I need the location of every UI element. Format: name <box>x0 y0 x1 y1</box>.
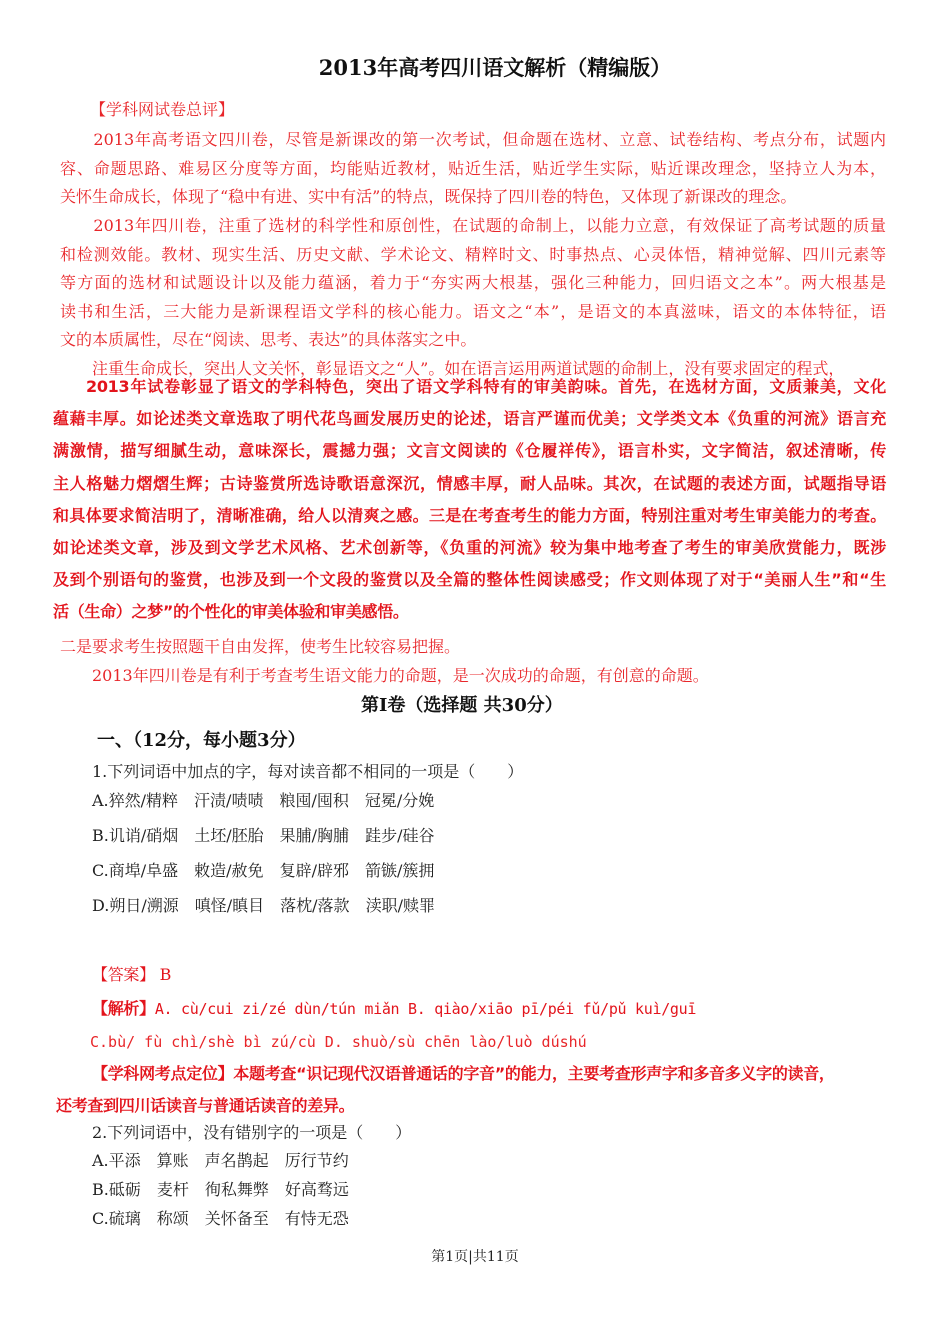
text-line: 和检测效能。教材、现实生活、历史文献、学术论文、精粹时文、时事热点、心灵体悟，精神觉解、四川元素等 <box>60 244 886 264</box>
option-item: 称颂 <box>156 1209 189 1228</box>
option-item: 箭镞/簇拥 <box>364 861 435 880</box>
option-item: 果脯/胸脯 <box>279 826 350 845</box>
option-row <box>92 1209 365 1229</box>
analysis-pinyin: A. cù/cui zi/zé dùn/tún miǎn B. qiào/xiāo pī/péi fǔ/pǔ kuì/guī <box>154 1000 697 1018</box>
text-line: 关怀生命成长，体现了“稳中有进、实中有活”的特点，既保持了四川卷的特色，又体现了新课改的理念。 <box>60 187 797 206</box>
text-line: 及到个别语句的鉴赏，也涉及到一个文段的鉴赏以及全篇的整体性阅读感受；作文则体现了对于“美丽人生”和“生 <box>53 570 886 590</box>
text-line: 蕴藉丰厚。如论述类文章选取了明代花鸟画发展历史的论述，语言严谨而优美；文学类文本《负重的河流》语言充 <box>53 409 886 429</box>
answer: 【答案】 B <box>92 965 172 984</box>
option-item: 算账 <box>156 1151 189 1170</box>
option-item: 徇私舞弊 <box>204 1180 269 1199</box>
option-item: 土坯/胚胎 <box>194 826 264 845</box>
option-row <box>92 791 450 811</box>
option-row <box>92 1151 365 1171</box>
option-item: 跬步/硅谷 <box>365 826 435 845</box>
option-item: 声名鹊起 <box>204 1151 269 1170</box>
text-line: 主人格魅力熠熠生辉；古诗鉴赏所选诗歌语意深沉，情感丰厚，耐人品味。其次，在试题的表述方面，试题指导语 <box>53 473 886 493</box>
text-line: 2013年四川卷，注重了选材的科学性和原创性，在试题的命制上，以能力立意，有效保证了高考试题的质量 <box>60 216 886 235</box>
option-item: 敕造/赦免 <box>194 861 264 880</box>
text-line: 满激情，描写细腻生动，意味深长，震撼力强；文言文阅读的《仓履祥传》，语言朴实，文字简洁，叙述清晰，传 <box>53 441 886 461</box>
option-item: 好高骛远 <box>284 1180 349 1199</box>
option-item: 嗔怪/瞋目 <box>194 896 265 915</box>
text-line: 如论述类文章，涉及到文学艺术风格、艺术创新等，《负重的河流》较为集中地考查了考生的审美欣赏能力，既涉 <box>53 538 886 557</box>
text-line: 读书和生活，三大能力是新课程语文学科的核心能力。语文之“本”，是语文的本真滋味，语文的本体特征，语 <box>60 301 886 321</box>
option-item: 关怀备至 <box>204 1209 269 1228</box>
option-item: C.商埠/阜盛 <box>92 861 179 880</box>
analysis <box>92 999 696 1019</box>
option-row <box>92 896 451 916</box>
option-item: 渎职/赎罪 <box>365 896 435 915</box>
option-item: 冠冕/分娩 <box>364 791 435 810</box>
option-item: A.猝然/精粹 <box>92 791 179 810</box>
text-line: 2013年高考语文四川卷，尽管是新课改的第一次考试，但命题在选材、立意、试卷结构、考点分布，试题内 <box>60 130 886 149</box>
review-header: 【学科网试卷总评】 <box>90 100 235 119</box>
text-line: 活（生命）之梦”的个性化的审美体验和审美感悟。 <box>53 602 409 622</box>
analysis-pinyin: C.bù/ fù chì/shè bì zú/cù D. shuò/sù chēn lào/luò dúshú <box>90 1033 587 1051</box>
text-line: 等方面的选材和试题设计以及能力蕴涵，着力于“夯实两大根基，强化三种能力，回归语文之本”。两大根基是 <box>60 273 886 292</box>
option-item: 麦杆 <box>156 1180 189 1199</box>
option-item: 有恃无恐 <box>284 1209 349 1228</box>
page-footer: 第1页|共11页 <box>431 1249 519 1265</box>
option-item: C.硫璃 <box>92 1209 141 1228</box>
text-line: 容、命题思路、难易区分度等方面，均能贴近教材，贴近生活，贴近学生实际，贴近课改理念，坚持立人为本， <box>60 158 886 178</box>
option-item: D.朔日/溯源 <box>92 896 179 915</box>
part-title: 一、（12分，每小题3分） <box>97 730 306 751</box>
review-paragraph: 2013年四川卷是有利于考查考生语文能力的命题，是一次成功的命题，有创意的命题。 <box>60 666 709 685</box>
text-line: 文的本质属性，尽在“阅读、思考、表达”的具体落实之中。 <box>60 330 477 349</box>
review-paragraph: 注重生命成长，突出人文关怀，彰显语文之“人”。如在语言运用两道试题的命制上，没有要求固定的程式， <box>60 359 845 378</box>
question-1-stem: 1.下列词语中加点的字，每对读音都不相同的一项是（ ） <box>92 762 524 781</box>
option-item: B.砥砺 <box>92 1180 141 1199</box>
question-2-stem: 2.下列词语中，没有错别字的一项是（ ） <box>92 1123 412 1142</box>
text-line: 和具体要求简洁明了，清晰准确，给人以清爽之感。三是在考查考生的能力方面，特别注重对考生审美能力的考查。 <box>53 505 886 525</box>
option-row <box>92 1180 365 1200</box>
option-row <box>92 826 450 846</box>
analysis-label: 【解析】 <box>92 999 155 1018</box>
option-row <box>92 861 450 881</box>
knowledge-point: 【学科网考点定位】本题考查“识记现代汉语普通话的字音”的能力，主要考查形声字和多音多义字的读音， <box>92 1064 835 1083</box>
option-item: 复辟/辟邪 <box>279 861 349 880</box>
option-item: 粮囤/囤积 <box>279 791 349 810</box>
section-title: 第Ⅰ卷（选择题 共30分） <box>361 695 563 716</box>
text-line: 2013年试卷彰显了语文的学科特色，突出了语文学科特有的审美韵味。首先，在选材方面，文质兼美，文化 <box>86 377 886 396</box>
option-item: B.讥诮/硝烟 <box>92 826 179 845</box>
option-item: 汗渍/啧啧 <box>194 791 264 810</box>
option-item: 厉行节约 <box>284 1151 349 1170</box>
document-title: 2013年高考四川语文解析（精编版） <box>318 55 672 80</box>
option-item: 落枕/落款 <box>280 896 350 915</box>
knowledge-point: 还考查到四川话读音与普通话读音的差异。 <box>56 1096 355 1115</box>
review-paragraph: 二是要求考生按照题干自由发挥，使考生比较容易把握。 <box>60 637 461 656</box>
option-item: A.平添 <box>92 1151 141 1170</box>
